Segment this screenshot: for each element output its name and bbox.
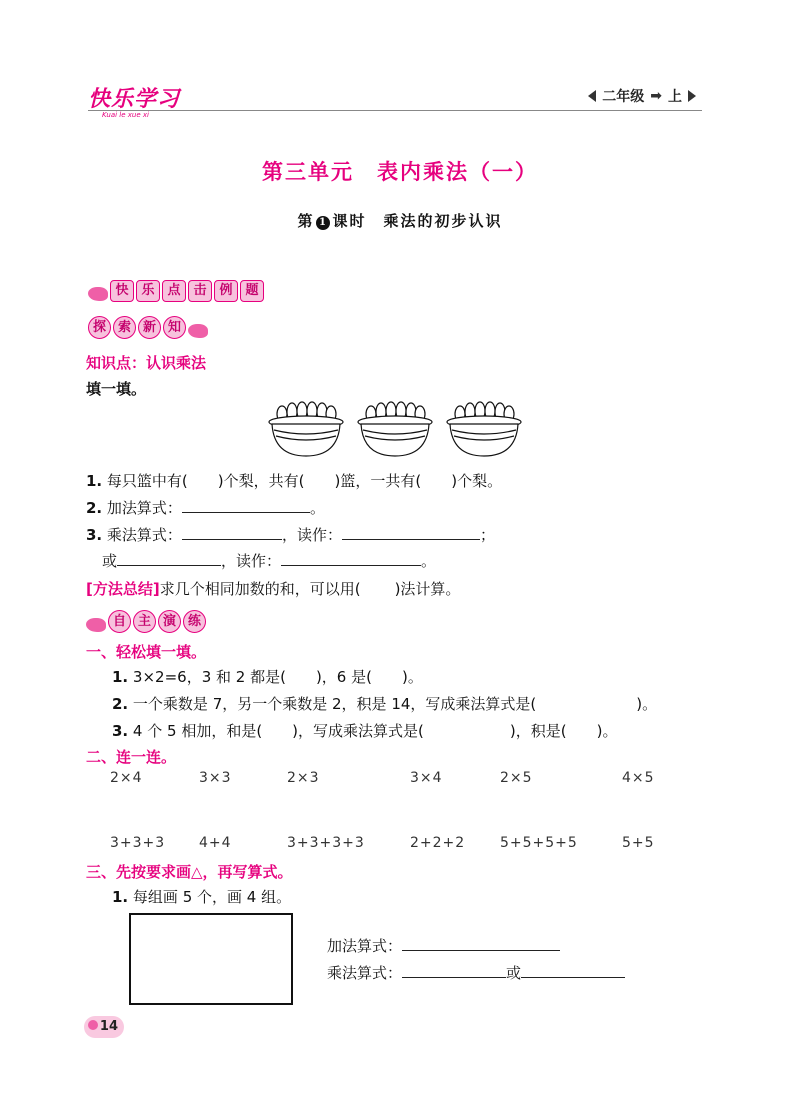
question-text: )。 bbox=[596, 722, 618, 740]
flower-icon bbox=[88, 1020, 98, 1030]
section-tag-self-practice bbox=[86, 610, 206, 633]
answer-blank[interactable] bbox=[342, 525, 480, 540]
method-summary bbox=[86, 578, 460, 599]
question-text: )个梨。 bbox=[451, 472, 503, 490]
knowledge-point: 知识点：认识乘法 bbox=[86, 354, 207, 372]
match-bottom-item[interactable]: 5+5 bbox=[622, 835, 655, 851]
question-text: ，读作： bbox=[281, 526, 342, 544]
bird-icon bbox=[188, 324, 208, 338]
pear-basket-icon bbox=[357, 400, 433, 458]
tag-char: 快 bbox=[110, 280, 134, 302]
tag-char: 题 bbox=[240, 280, 264, 302]
unit-title: 第三单元 表内乘法（一） bbox=[262, 159, 538, 184]
tag-char: 练 bbox=[183, 610, 206, 633]
question-text: 或 bbox=[506, 964, 522, 982]
bird-icon bbox=[88, 287, 108, 301]
page-number: 14 bbox=[99, 1019, 118, 1034]
pear-basket-icon bbox=[446, 400, 522, 458]
method-text: )法计算。 bbox=[394, 580, 461, 598]
right-arrow-icon: ➡ bbox=[650, 88, 662, 104]
brand-logo bbox=[88, 82, 198, 122]
tag-char: 例 bbox=[214, 280, 238, 302]
part3-mul-line bbox=[327, 962, 625, 983]
part1-item-3 bbox=[112, 720, 617, 741]
answer-blank[interactable] bbox=[117, 551, 221, 566]
method-text: 求几个相同加数的和，可以用( bbox=[159, 580, 361, 598]
match-bottom-item[interactable]: 4+4 bbox=[199, 835, 232, 851]
question-text: )，写成乘法算式是( bbox=[292, 722, 424, 740]
match-top-item[interactable]: 3×4 bbox=[410, 770, 443, 786]
tag-self-practice bbox=[108, 610, 206, 633]
question-text: 。 bbox=[421, 552, 437, 570]
pear-baskets-illustration bbox=[268, 400, 522, 458]
tag-char: 探 bbox=[88, 316, 111, 339]
question-number: 1. bbox=[112, 888, 129, 906]
question-2 bbox=[86, 497, 325, 518]
answer-blank[interactable] bbox=[182, 498, 310, 513]
term-label: 上 bbox=[668, 89, 682, 105]
match-bottom-item[interactable]: 2+2+2 bbox=[410, 835, 466, 851]
question-text: )，积是( bbox=[509, 722, 567, 740]
grade-nav bbox=[588, 86, 696, 106]
question-number: 2. bbox=[112, 695, 129, 713]
match-top-item[interactable]: 4×5 bbox=[622, 770, 655, 786]
answer-blank[interactable] bbox=[281, 551, 421, 566]
question-text: 。 bbox=[309, 499, 325, 517]
brand-subtitle: Kuai le xue xi bbox=[102, 111, 149, 119]
header-divider bbox=[88, 110, 702, 111]
question-text: 4 个 5 相加，和是( bbox=[132, 722, 263, 740]
part1-title: 一、轻松填一填。 bbox=[86, 643, 207, 661]
left-triangle-icon bbox=[588, 90, 596, 102]
question-text: ； bbox=[479, 526, 495, 544]
question-3-alt bbox=[102, 550, 436, 571]
question-text: 或 bbox=[102, 552, 118, 570]
question-number: 3. bbox=[86, 526, 103, 544]
match-top-item[interactable]: 2×3 bbox=[287, 770, 320, 786]
part3-item-1 bbox=[112, 886, 291, 907]
part3-add-line bbox=[327, 935, 560, 956]
part2-title: 二、连一连。 bbox=[86, 748, 177, 766]
question-text: 每组画 5 个，画 4 组。 bbox=[132, 888, 292, 906]
lesson-prefix: 第 bbox=[297, 212, 315, 230]
tag-char: 知 bbox=[163, 316, 186, 339]
tag-char: 击 bbox=[188, 280, 212, 302]
drawing-box[interactable] bbox=[129, 913, 293, 1005]
question-text: )个梨，共有( bbox=[217, 472, 305, 490]
part1-item-1 bbox=[112, 666, 423, 687]
section-tag-explore bbox=[88, 316, 208, 339]
answer-blank[interactable] bbox=[402, 936, 560, 951]
answer-blank[interactable] bbox=[521, 963, 625, 978]
question-text: 每只篮中有( bbox=[106, 472, 188, 490]
brand-title: 快乐学习 bbox=[88, 87, 181, 112]
question-text: ，读作： bbox=[221, 552, 282, 570]
question-number: 1. bbox=[112, 668, 129, 686]
lesson-suffix: 课时 bbox=[332, 212, 367, 230]
question-text: )篮，一共有( bbox=[334, 472, 422, 490]
lesson-title bbox=[0, 210, 800, 231]
lesson-number: 1 bbox=[316, 216, 330, 230]
tag-char: 索 bbox=[113, 316, 136, 339]
tag-char: 点 bbox=[162, 280, 186, 302]
fill-heading: 填一填。 bbox=[86, 380, 147, 398]
match-bottom-item[interactable]: 3+3+3+3 bbox=[287, 835, 365, 851]
tag-char: 主 bbox=[133, 610, 156, 633]
question-text: 加法算式： bbox=[327, 937, 403, 955]
question-number: 3. bbox=[112, 722, 129, 740]
bird-icon bbox=[86, 618, 106, 632]
part3-title: 三、先按要求画△，再写算式。 bbox=[86, 863, 293, 881]
page-number-badge bbox=[84, 1016, 124, 1038]
question-text: 乘法算式： bbox=[327, 964, 403, 982]
part1-item-2 bbox=[112, 693, 657, 714]
question-text: 乘法算式： bbox=[106, 526, 182, 544]
tag-char: 演 bbox=[158, 610, 181, 633]
question-text: )。 bbox=[401, 668, 423, 686]
question-3 bbox=[86, 524, 495, 545]
question-text: )。 bbox=[636, 695, 658, 713]
question-text: )，6 是( bbox=[315, 668, 372, 686]
tag-char: 自 bbox=[108, 610, 131, 633]
right-triangle-icon bbox=[688, 90, 696, 102]
answer-blank[interactable] bbox=[402, 963, 506, 978]
section-tag-happy-examples bbox=[88, 280, 264, 302]
match-top-item[interactable]: 2×5 bbox=[500, 770, 533, 786]
tag-char: 乐 bbox=[136, 280, 160, 302]
method-tag: [方法总结] bbox=[86, 580, 160, 598]
question-text: 加法算式： bbox=[106, 499, 182, 517]
question-number: 2. bbox=[86, 499, 103, 517]
question-text: 3×2=6，3 和 2 都是( bbox=[132, 668, 286, 686]
answer-blank[interactable] bbox=[182, 525, 282, 540]
match-bottom-item[interactable]: 5+5+5+5 bbox=[500, 835, 578, 851]
match-top-item[interactable]: 2×4 bbox=[110, 770, 143, 786]
tag-explore bbox=[88, 316, 186, 339]
question-text: 一个乘数是 7，另一个乘数是 2，积是 14，写成乘法算式是( bbox=[132, 695, 537, 713]
pear-basket-icon bbox=[268, 400, 344, 458]
tag-happy-examples bbox=[110, 280, 264, 302]
lesson-name: 乘法的初步认识 bbox=[383, 212, 503, 230]
grade-label: 二年级 bbox=[602, 89, 645, 105]
match-top-item[interactable]: 3×3 bbox=[199, 770, 232, 786]
tag-char: 新 bbox=[138, 316, 161, 339]
question-number: 1. bbox=[86, 472, 103, 490]
question-1 bbox=[86, 470, 502, 491]
match-bottom-item[interactable]: 3+3+3 bbox=[110, 835, 166, 851]
